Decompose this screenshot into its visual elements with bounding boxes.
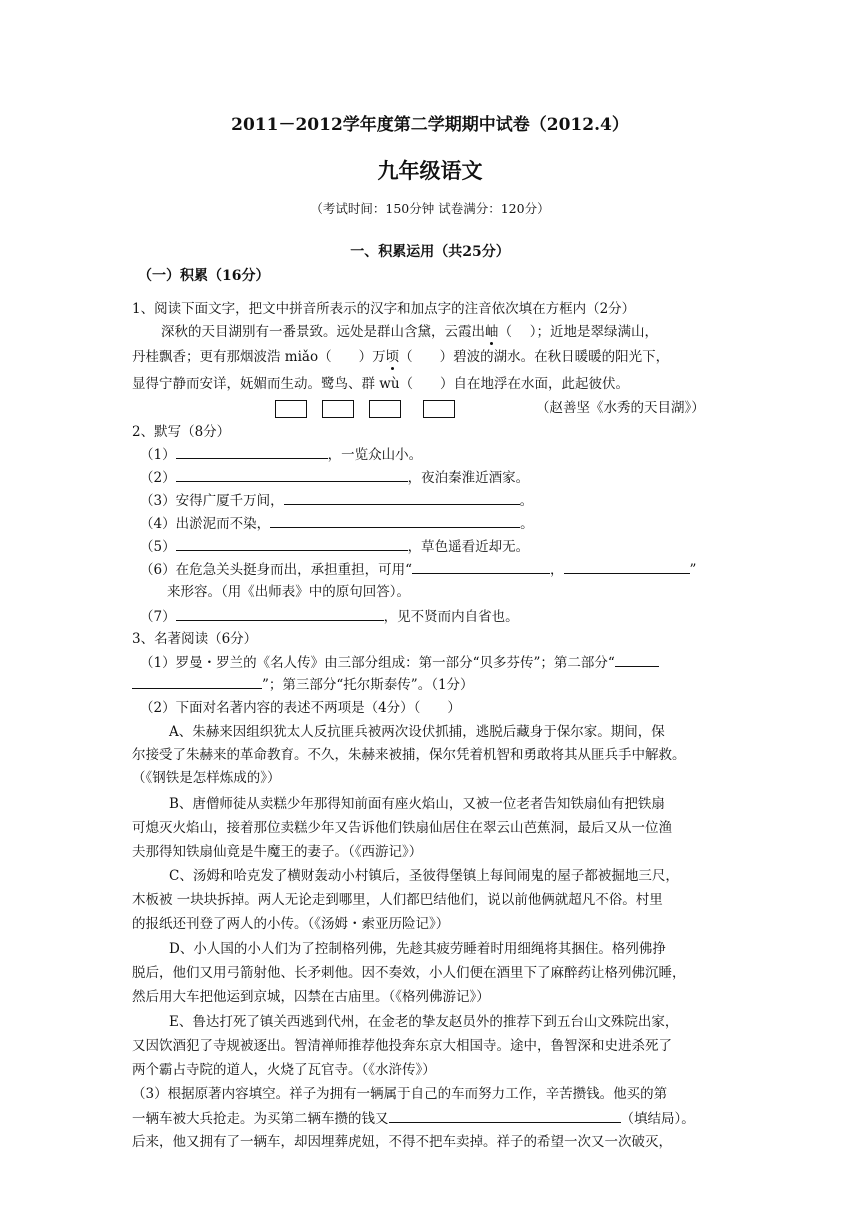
q3-s1-line1: [140, 652, 840, 673]
punct: ，: [550, 562, 564, 578]
blank[interactable]: [176, 467, 408, 482]
poem-line: ，草色遥看近却无。: [407, 539, 530, 555]
answer-box[interactable]: [275, 400, 307, 418]
blank[interactable]: [412, 559, 550, 574]
exam-info: （考试时间：150分钟 试卷满分：120分）: [310, 201, 550, 216]
dotted-char: 顷: [385, 349, 400, 365]
option-c-line2: 木板被 一块块拆掉。两人无论走到哪里，人们都巴结他们，说以前他俩就超凡不俗。村里: [132, 892, 663, 908]
q2-line6: [140, 559, 840, 580]
item-number: （2）: [140, 470, 176, 486]
poem-line: （4）出淤泥而不染，: [140, 516, 271, 532]
q3-s3-line2: [132, 1108, 842, 1129]
blank[interactable]: [284, 490, 520, 505]
answer-box[interactable]: [369, 400, 401, 418]
option-a-line2: 尔接受了朱赫来的革命教育。不久，朱赫来被捕，保尔凭着机智和勇敢将其从匪兵手中解救。: [132, 747, 686, 763]
dotted-char: 岫: [485, 324, 499, 340]
option-e-line2: 又因饮酒犯了寺规被逐出。智清禅师推荐他投奔东京大相国寺。途中，鲁智深和史进杀死了: [132, 1038, 672, 1054]
q2-line6-cont: 来形容。（用《出师表》中的原句回答）。: [167, 584, 410, 600]
exam-subtitle: 九年级语文: [377, 158, 483, 183]
poem-line: （3）安得广厦千万间，: [140, 493, 284, 509]
blank[interactable]: [176, 444, 328, 459]
blank[interactable]: [176, 606, 384, 621]
poem-line: ，夜泊秦淮近酒家。: [407, 470, 530, 486]
q2-line3: [140, 490, 840, 511]
answer-box[interactable]: [322, 400, 354, 418]
punct: 。: [519, 493, 534, 509]
option-b-line1: B、唐僧师徒从卖糕少年那得知前面有座火焰山，又被一位老者告知铁扇仙有把铁扇: [169, 796, 665, 812]
blank[interactable]: [389, 1108, 621, 1123]
part-title: （一）积累（16分）: [138, 268, 270, 284]
option-a-line3: （《钢铁是怎样炼成的》）: [132, 770, 281, 786]
q1-passage-line1: [161, 322, 841, 342]
blank[interactable]: [270, 513, 520, 528]
punct: ”: [689, 562, 697, 578]
q2-line2: [140, 467, 840, 488]
option-a-line1: A、朱赫来因组织犹太人反抗匪兵被两次设伏抓捕，逃脱后藏身于保尔家。期间，保: [169, 724, 665, 740]
option-e-line1: E、鲁达打死了镇关西逃到代州，在金老的挚友赵员外的推荐下到五台山文殊院出家，: [169, 1014, 679, 1030]
option-d-line1: D、小人国的小人们为了控制格列佛，先趁其疲劳睡着时用细绳将其捆住。格列佛挣: [169, 941, 666, 957]
q3-s3-line3: 后来，他又拥有了一辆车，却因埋葬虎妞，不得不把车卖掉。祥子的希望一次又一次破灭，: [132, 1134, 672, 1150]
section-title: 一、积累运用（共25分）: [350, 244, 510, 260]
option-b-line2: 可熄灭火焰山，接着那位卖糕少年又告诉他们铁扇仙居住在翠云山芭蕉洞，最后又从一位渔: [132, 820, 672, 836]
q1-passage-line2: [132, 347, 832, 367]
q1-text: 深秋的天目湖别有一番景致。远处是群山含黛，云霞出: [161, 324, 485, 340]
option-e-line3: 两个霸占寺院的道人，火烧了瓦官寺。（《水浒传》）: [132, 1062, 436, 1078]
blank[interactable]: [615, 652, 659, 667]
q2-line4: [140, 513, 840, 534]
blank[interactable]: [176, 536, 408, 551]
question-text: （1）罗曼・罗兰的《名人传》由三部分组成：第一部分“贝多芬传”；第二部分“: [140, 655, 615, 671]
q3-s2: （2）下面对名著内容的表述不两项是（4分）（ ）: [140, 700, 461, 716]
q2-line5: [140, 536, 840, 557]
q3-s1-line2: [132, 674, 832, 695]
answer-box[interactable]: [423, 400, 455, 418]
option-d-line3: 然后用大车把他运到京城，囚禁在古庙里。（《格列佛游记》）: [132, 989, 490, 1005]
exam-title: 2011－2012学年度第二学期期中试卷（2012.4）: [231, 115, 629, 135]
poem-line: ，一览众山小。: [327, 447, 423, 463]
q1-text: 丹桂飘香；更有那烟波浩 miǎo（ ）万: [132, 349, 386, 365]
option-c-line1: C、汤姆和哈克发了横财轰动小村镇后，圣彼得堡镇上每间闹鬼的屋子都被掘地三尺，: [169, 868, 679, 884]
question-text: （填结局）。: [620, 1111, 695, 1127]
blank[interactable]: [132, 674, 262, 689]
q2-line1: [140, 444, 840, 465]
punct: 。: [520, 516, 534, 532]
q3-s3-line1: （3）根据原著内容填空。祥子为拥有一辆属于自己的车而努力工作，辛苦攒钱。他买的第: [132, 1086, 668, 1102]
option-c-line3: 的报纸还刊登了两人的小传。（《汤姆・索亚历险记》）: [132, 916, 450, 932]
option-d-line2: 脱后，他们又用弓箭射他、长矛刺他。因不奏效，小人们便在酒里下了麻醉药让格列佛沉睡，: [132, 965, 686, 981]
question-text: 一辆车被大兵抢走。为买第二辆车攒的钱又: [132, 1111, 389, 1127]
blank[interactable]: [564, 559, 690, 574]
q2-heading: 2、默写（8分）: [132, 424, 231, 440]
item-number: （1）: [140, 447, 176, 463]
q1-source: （赵善坚《水秀的天目湖》）: [536, 400, 705, 416]
question-text: （6）在危急关头挺身而出，承担重担，可用“: [140, 562, 412, 578]
q1-text: （ ）；近地是翠绿满山，: [498, 324, 659, 340]
q1-text: （ ）碧波的湖水。在秋日暖暖的阳光下，: [399, 349, 670, 365]
q1-prompt: 1、阅读下面文字，把文中拼音所表示的汉字和加点字的注音依次填在方框内（2分）: [132, 301, 636, 317]
poem-line: ，见不贤而内自省也。: [383, 609, 519, 625]
item-number: （7）: [140, 609, 176, 625]
item-number: （5）: [140, 539, 176, 555]
option-b-line3: 夫那得知铁扇仙竟是牛魔王的妻子。（《西游记》）: [132, 844, 423, 860]
question-text: ”；第三部分“托尔斯泰传”。（1分）: [262, 677, 474, 693]
q2-line7: [140, 606, 840, 627]
q1-passage-line3: 显得宁静而安详，妩媚而生动。鹭鸟、群 wù（ ）自在地浮在水面，此起彼伏。: [132, 376, 630, 392]
q3-heading: 3、名著阅读（6分）: [132, 631, 258, 647]
